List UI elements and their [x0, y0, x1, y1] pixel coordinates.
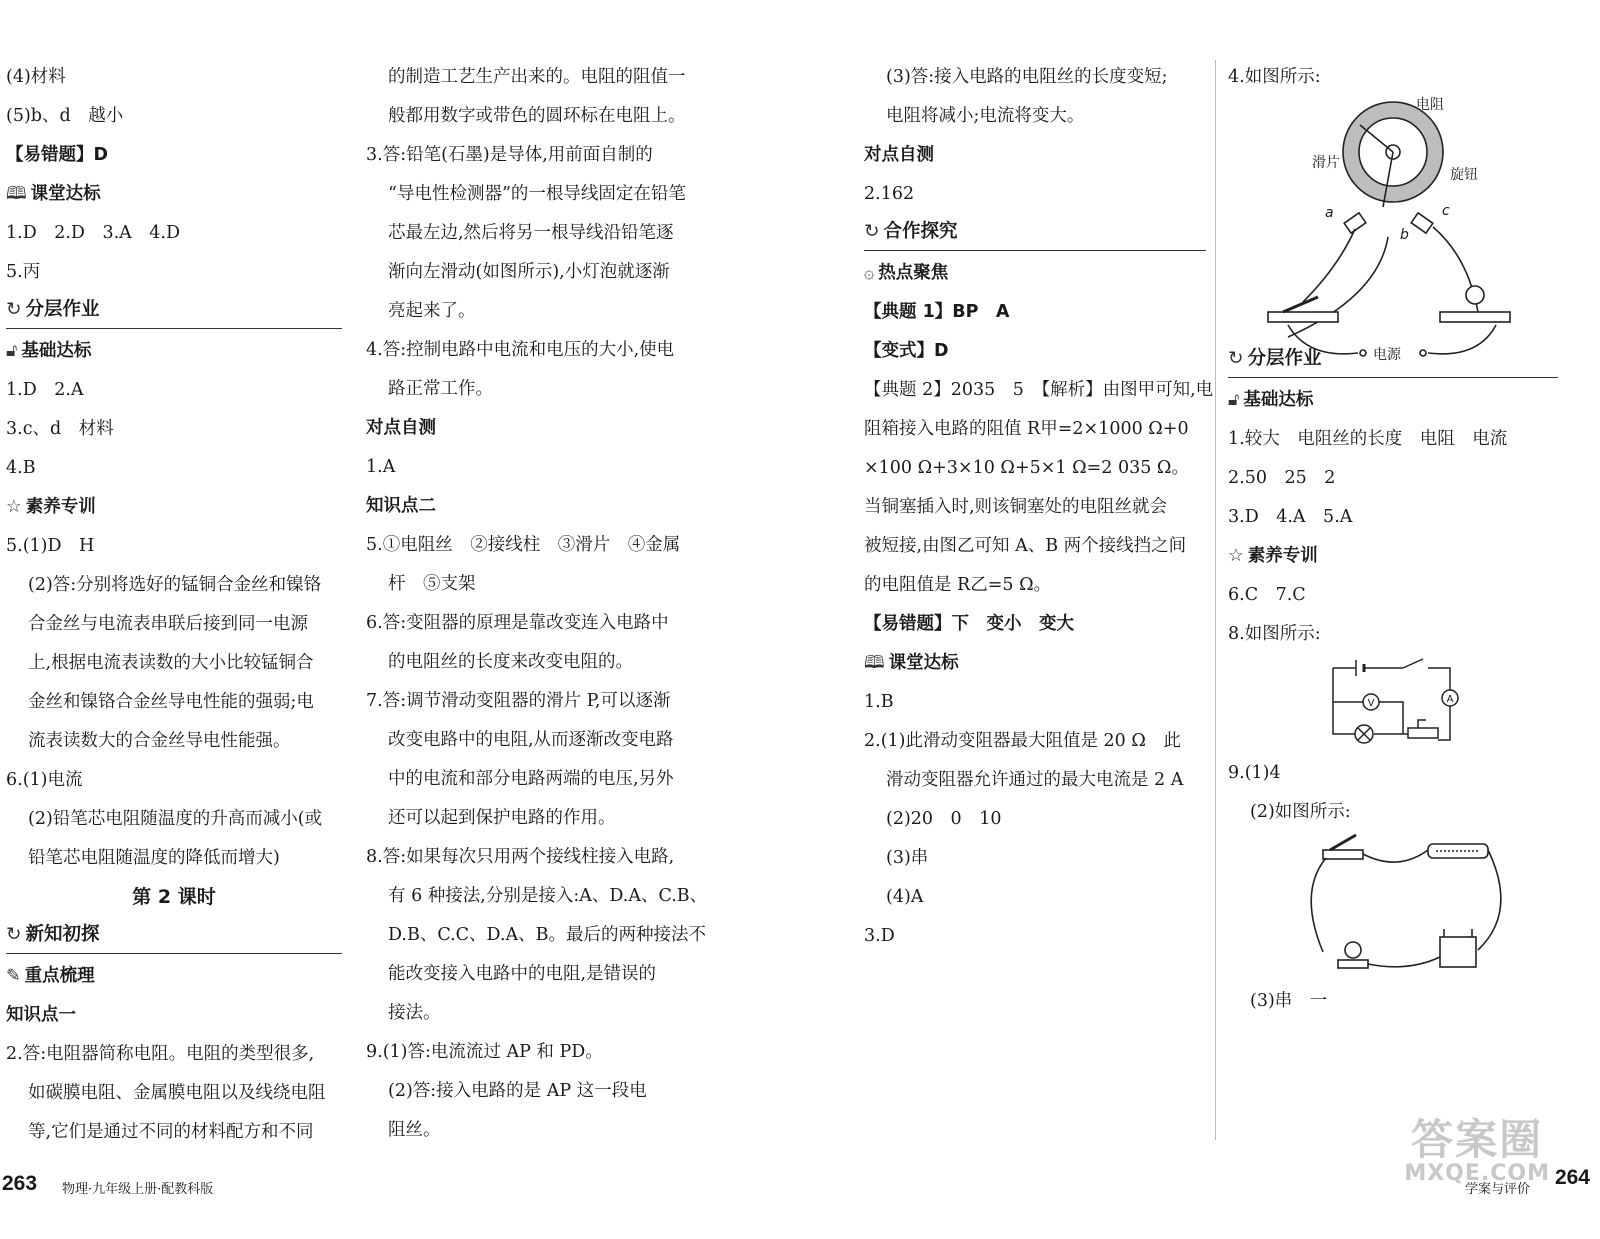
physical-circuit-q9 — [1228, 832, 1528, 982]
answer-line: 当铜塞插入时,则该铜塞处的电阻丝就会 — [864, 497, 1168, 517]
subheading-key-points: ✎ 重点梳理 — [6, 957, 342, 996]
hotspot-icon: ۞ — [864, 263, 875, 283]
answer-line: 中的电流和部分电路两端的电压,另外 — [388, 769, 674, 789]
answer-line: 杆 ⑤支架 — [388, 574, 476, 594]
answer-line: 接法。 — [388, 1003, 441, 1023]
answer-line: 还可以起到保护电路的作用。 — [388, 808, 616, 828]
answer-line: 改变电路中的电阻,从而逐渐改变电路 — [388, 730, 674, 750]
answer-line: 阻箱接入电路的阻值 R甲=2×1000 Ω+0 — [864, 419, 1189, 439]
answer-line: (2)如图所示: — [1250, 802, 1351, 822]
footer-caption-left: 物理·九年级上册·配教科版 — [62, 1182, 214, 1197]
answer-line: 上,根据电流表读数的大小比较锰铜合 — [28, 653, 314, 673]
answer-line: (3)串 一 — [1250, 991, 1328, 1011]
star-icon: ☆ — [6, 497, 22, 517]
book-icon: 🕮 — [864, 653, 885, 673]
watermark — [1404, 1115, 1550, 1186]
answer-line: 铅笔芯电阻随温度的降低而增大) — [28, 848, 280, 868]
answer-line: 的电阻值是 R乙=5 Ω。 — [864, 575, 1052, 595]
watermark-text: 答案圈 — [1411, 1115, 1544, 1164]
self-test-heading: 对点自测 — [864, 145, 934, 165]
subheading-hotspot: ۞ 热点聚焦 — [864, 254, 1206, 293]
answer-line: 8.答:如果每次只用两个接线柱接入电路, — [366, 847, 675, 867]
knowledge-point-heading: 知识点一 — [6, 1005, 76, 1025]
answer-line: 流表读数大的合金丝导电性能强。 — [28, 731, 291, 751]
answer-line: 2.162 — [864, 184, 915, 204]
answer-line: 2.50 25 2 — [1228, 468, 1336, 488]
arrow-icon: ↻ — [6, 299, 22, 320]
subheading-literacy: ☆ 素养专训 — [1228, 537, 1558, 576]
page-number-left: 263 — [2, 1172, 38, 1195]
column-4 — [1228, 58, 1558, 1021]
answer-line: 电阻将减小;电流将变大。 — [886, 106, 1085, 126]
answer-line: 金丝和镍铬合金丝导电性能的强弱;电 — [28, 692, 314, 712]
answer-line: 3.c、d 材料 — [6, 419, 114, 439]
label-slider: 滑片 — [1312, 155, 1340, 171]
answer-line: 7.答:调节滑动变阻器的滑片 P,可以逐渐 — [366, 691, 671, 711]
answer-line: (4)A — [886, 887, 924, 907]
self-test-heading: 对点自测 — [366, 418, 436, 438]
lock-icon: 🔓︎ — [6, 341, 18, 361]
answer-line: 6.C 7.C — [1228, 585, 1306, 605]
answer-line: 般都用数字或带色的圆环标在电阻上。 — [388, 106, 686, 126]
watermark-url: MXQE.COM — [1404, 1161, 1550, 1186]
answer-line: 4.答:控制电路中电流和电压的大小,使电 — [366, 340, 675, 360]
answer-line: 路正常工作。 — [388, 379, 493, 399]
answer-line: 3.D 4.A 5.A — [1228, 507, 1353, 527]
answer-line: 9.(1)答:电流流过 AP 和 PD。 — [366, 1042, 603, 1062]
answer-line: 1.D 2.D 3.A 4.D — [6, 223, 181, 243]
answer-line: D.B、C.C、D.A、B。最后的两种接法不 — [388, 925, 707, 945]
voltmeter-label: V — [1367, 698, 1375, 709]
answer-line: 的制造工艺生产出来的。电阻的阻值一 — [388, 67, 686, 87]
answer-line: ×100 Ω+3×10 Ω+5×1 Ω=2 035 Ω。 — [864, 458, 1189, 478]
answer-line: (2)20 0 10 — [886, 809, 1002, 829]
answer-line: 亮起来了。 — [388, 301, 476, 321]
answer-line: 1.D 2.A — [6, 380, 84, 400]
answer-line: 6.(1)电流 — [6, 770, 83, 790]
arrow-icon: ↻ — [6, 924, 22, 945]
section-heading: ↻ 合作探究 — [864, 214, 1206, 251]
answer-line: 阻丝。 — [388, 1120, 441, 1140]
answer-line: 【易错题】下 变小 变大 — [864, 614, 1074, 634]
answer-line: 能改变接入电路中的电阻,是错误的 — [388, 964, 657, 984]
column-divider — [1215, 60, 1216, 1140]
answer-line: 【变式】D — [864, 341, 949, 361]
answer-line: (2)答:分别将选好的锰铜合金丝和镍铬 — [28, 575, 322, 595]
footer-caption-right: 学案与评价 — [1464, 1182, 1530, 1197]
answer-line: (2)答:接入电路的是 AP 这一段电 — [388, 1081, 647, 1101]
answer-line: 2.(1)此滑动变阻器最大阻值是 20 Ω 此 — [864, 731, 1181, 751]
answer-line: 5.丙 — [6, 262, 41, 282]
subheading-basic: 🔓︎ 基础达标 — [1228, 381, 1558, 420]
answer-line: 滑动变阻器允许通过的最大电流是 2 A — [886, 770, 1184, 790]
answer-line: 【典题 2】2035 5 【解析】由图甲可知,电 — [864, 380, 1214, 400]
answer-line: 5.①电阻丝 ②接线柱 ③滑片 ④金属 — [366, 535, 681, 555]
label-b: b — [1400, 227, 1409, 243]
answer-line: 1.较大 电阻丝的长度 电阻 电流 — [1228, 429, 1508, 449]
answer-line: 4.如图所示: — [1228, 67, 1321, 87]
subheading-classroom: 🕮 课堂达标 — [6, 175, 342, 214]
answer-line: 渐向左滑动(如图所示),小灯泡就逐渐 — [388, 262, 670, 282]
answer-line: (5)b、d 越小 — [6, 106, 124, 126]
arrow-icon: ↻ — [1228, 348, 1244, 369]
lesson-title: 第 2 课时 — [132, 886, 216, 908]
answer-line: 芯最左边,然后将另一根导线沿铅笔逐 — [388, 223, 674, 243]
answer-line: 5.(1)D H — [6, 536, 95, 556]
answer-line: 等,它们是通过不同的材料配方和不同 — [28, 1122, 314, 1142]
answer-line: 【易错题】D — [6, 145, 109, 165]
answer-line: (3)串 — [886, 848, 929, 868]
section-heading: ↻ 分层作业 — [1228, 341, 1558, 378]
ammeter-label: A — [1446, 694, 1454, 705]
answer-line: 有 6 种接法,分别是接入:A、D.A、C.B、 — [388, 886, 708, 906]
label-resistor: 电阻 — [1416, 97, 1444, 113]
book-icon: 🕮 — [6, 184, 27, 204]
answer-line: 8.如图所示: — [1228, 624, 1321, 644]
section-heading: ↻ 分层作业 — [6, 292, 342, 329]
pen-icon: ✎ — [6, 966, 21, 986]
answer-line: 被短接,由图乙可知 A、B 两个接线挡之间 — [864, 536, 1187, 556]
answer-line: 如碳膜电阻、金属膜电阻以及线绕电阻 — [28, 1083, 326, 1103]
answer-line: “导电性检测器”的一根导线固定在铅笔 — [388, 184, 686, 204]
knowledge-point-heading: 知识点二 — [366, 496, 436, 516]
answer-line: 合金丝与电流表串联后接到同一电源 — [28, 614, 308, 634]
label-power-source: 电源 — [1373, 347, 1401, 363]
label-a: a — [1325, 205, 1334, 221]
answer-line: 1.A — [366, 457, 396, 477]
answer-line: 9.(1)4 — [1228, 763, 1281, 783]
label-c: c — [1442, 203, 1450, 219]
answer-line: 6.答:变阻器的原理是靠改变连入电路中 — [366, 613, 669, 633]
section-heading: ↻ 新知初探 — [6, 917, 342, 954]
answer-line: (3)答:接入电路的电阻丝的长度变短; — [886, 67, 1168, 87]
arrow-icon: ↻ — [864, 221, 880, 242]
column-2 — [366, 58, 712, 1150]
label-knob: 旋钮 — [1450, 167, 1478, 183]
answer-line: (4)材料 — [6, 67, 66, 87]
lock-icon: 🔓︎ — [1228, 390, 1240, 410]
page-number-right: 264 — [1554, 1166, 1590, 1189]
answer-line: 的电阻丝的长度来改变电阻的。 — [388, 652, 633, 672]
subheading-literacy: ☆ 素养专训 — [6, 488, 342, 527]
subheading-classroom: 🕮 课堂达标 — [864, 644, 1206, 683]
answer-line: 2.答:电阻器简称电阻。电阻的类型很多, — [6, 1044, 315, 1064]
answer-line: (2)铅笔芯电阻随温度的升高而减小(或 — [28, 809, 323, 829]
circuit-diagram-q8 — [1228, 654, 1528, 754]
column-1 — [6, 58, 342, 1152]
star-icon: ☆ — [1228, 546, 1244, 566]
answer-line: 1.B — [864, 692, 894, 712]
answer-line: 3.D — [864, 926, 895, 946]
column-3 — [864, 58, 1214, 956]
subheading-basic: 🔓︎ 基础达标 — [6, 332, 342, 371]
answer-line: 【典题 1】BP A — [864, 302, 1010, 322]
answer-line: 4.B — [6, 458, 36, 478]
answer-line: 3.答:铅笔(石墨)是导体,用前面自制的 — [366, 145, 653, 165]
